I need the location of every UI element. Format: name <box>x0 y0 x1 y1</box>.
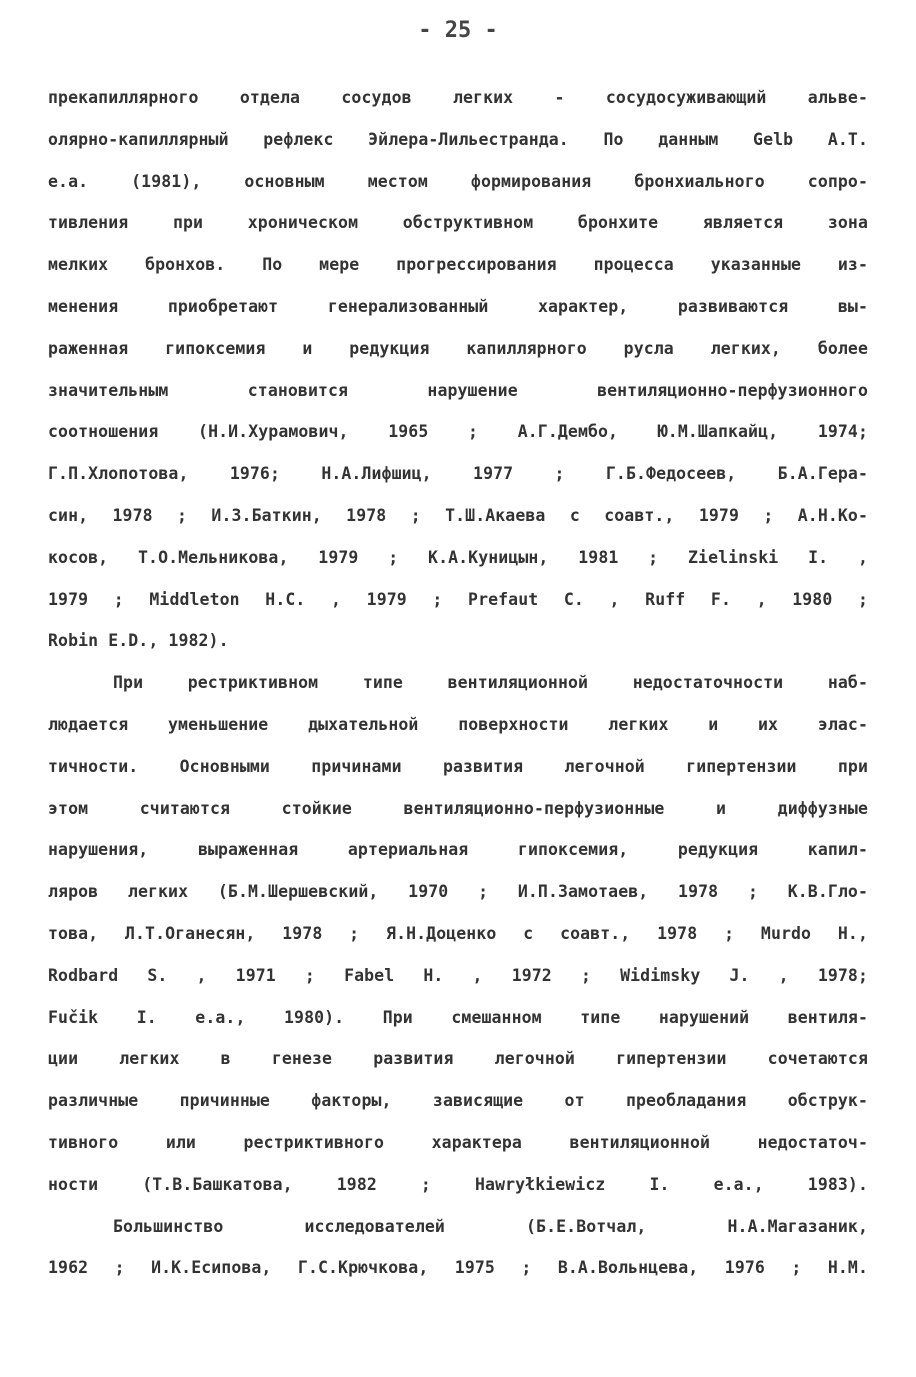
text-line: олярно-капиллярный рефлекс Эйлера-Лильестранда. По данным Gelb A.T. <box>48 129 868 149</box>
text-line: значительным становится нарушение вентиляционно-перфузионного <box>48 380 868 400</box>
text-line: Rodbard S. , 1971 ; Fabel H. , 1972 ; Widimsky J. , 1978; <box>48 965 868 985</box>
text-line: е.а. (1981), основным местом формирования бронхиального сопро- <box>48 171 868 191</box>
text-line: Г.П.Хлопотова, 1976; Н.А.Лифшиц, 1977 ; Г.Б.Федосеев, Б.А.Гера- <box>48 464 868 484</box>
text-line: това, Л.Т.Оганесян, 1978 ; Я.Н.Доценко с соавт., 1978 ; Murdo H., <box>48 923 868 943</box>
text-line: раженная гипоксемия и редукция капиллярного русла легких, более <box>48 338 868 358</box>
page-number: - 25 - <box>418 18 498 43</box>
text-line: тивления при хроническом обструктивном бронхите является зона <box>48 213 868 233</box>
text-line: тичности. Основными причинами развития легочной гипертензии при <box>48 756 868 776</box>
text-line: нарушения, выраженная артериальная гипоксемия, редукция капил- <box>48 840 868 860</box>
body-text <box>48 77 868 1289</box>
text-line: мелких бронхов. По мере прогрессирования процесса указанные из- <box>48 255 868 275</box>
text-line: ности (Т.В.Башкатова, 1982 ; Hawryłkiewicz I. е.а., 1983). <box>48 1174 868 1194</box>
text-line: менения приобретают генерализованный характер, развиваются вы- <box>48 296 868 316</box>
text-line: косов, Т.О.Мельникова, 1979 ; К.А.Куницын, 1981 ; Zielinski I. , <box>48 547 868 567</box>
paragraph-start-line: Большинство исследователей (Б.Е.Вотчал, Н.А.Магазаник, <box>113 1216 868 1236</box>
text-line: различные причинные факторы, зависящие от преобладания обструк- <box>48 1091 868 1111</box>
text-line: 1979 ; Middleton H.C. , 1979 ; Prefaut C. , Ruff F. , 1980 ; <box>48 589 868 609</box>
paragraph-start-line: При рестриктивном типе вентиляционной недостаточности наб- <box>113 673 868 693</box>
text-line: людается уменьшение дыхательной поверхности легких и их элас- <box>48 714 868 734</box>
text-line: тивного или рестриктивного характера вентиляционной недостаточ- <box>48 1132 868 1152</box>
text-line: ляров легких (Б.М.Шершевский, 1970 ; И.П.Замотаев, 1978 ; К.В.Гло- <box>48 882 868 902</box>
text-line: этом считаются стойкие вентиляционно-перфузионные и диффузные <box>48 798 868 818</box>
text-line: Robin E.D., 1982). <box>48 631 229 651</box>
text-line: соотношения (Н.И.Хурамович, 1965 ; А.Г.Дембо, Ю.М.Шапкайц, 1974; <box>48 422 868 442</box>
text-line: ции легких в генезе развития легочной гипертензии сочетаются <box>48 1049 868 1069</box>
text-line: Fučik I. е.а., 1980). При смешанном типе нарушений вентиля- <box>48 1007 868 1027</box>
text-line: прекапиллярного отдела сосудов легких - сосудосуживающий альве- <box>48 88 868 107</box>
text-line: 1962 ; И.К.Есипова, Г.С.Крючкова, 1975 ; В.А.Вольнцева, 1976 ; Н.М. <box>48 1258 868 1278</box>
text-line: син, 1978 ; И.З.Баткин, 1978 ; Т.Ш.Акаева с соавт., 1979 ; А.Н.Ко- <box>48 505 868 525</box>
